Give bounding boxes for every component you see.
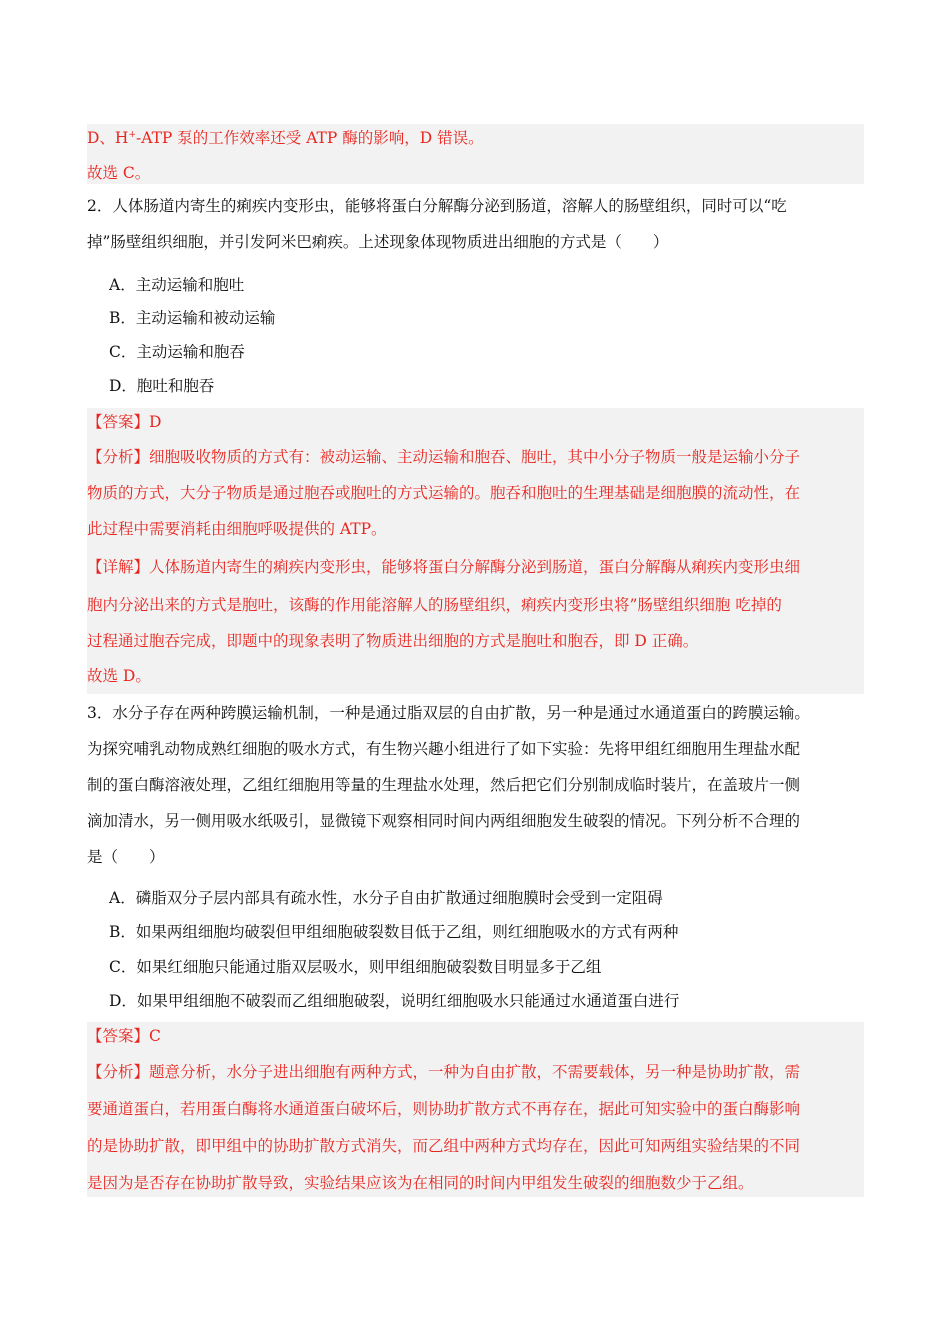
q2-stem-line: 2．人体肠道内寄生的痢疾内变形虫，能够将蛋白分解酶分泌到肠道，溶解人的肠壁组织，同时可以“吃	[87, 197, 787, 215]
q2-option-a: A．主动运输和胞吐	[109, 276, 245, 294]
q3-stem-line: 是（ ）	[87, 848, 165, 866]
q3-stem-line: 为探究哺乳动物成熟红细胞的吸水方式，有生物兴趣小组进行了如下实验：先将甲组红细胞用生理盐水配	[87, 740, 801, 758]
q2-answer: 【答案】D	[87, 413, 162, 431]
q3-option-a: A．磷脂双分子层内部具有疏水性，水分子自由扩散通过细胞膜时会受到一定阻碍	[109, 889, 663, 907]
q2-options	[87, 266, 864, 406]
q3-option-d: D．如果甲组细胞不破裂而乙组细胞破裂，说明红细胞吸水只能通过水通道蛋白进行	[109, 992, 680, 1010]
q3-solution-block	[87, 1022, 864, 1197]
q3-options	[87, 883, 864, 1018]
q2-option-c: C．主动运输和胞吞	[109, 343, 245, 361]
q2-conclusion: 故选 D。	[87, 667, 151, 685]
q3-stem-line: 制的蛋白酶溶液处理，乙组红细胞用等量的生理盐水处理，然后把它们分别制成临时装片，在盖玻片一侧	[87, 776, 801, 794]
q2-analysis-line: 此过程中需要消耗由细胞呼吸提供的 ATP。	[87, 520, 387, 538]
q2-solution-block	[87, 408, 864, 694]
q2-analysis-line: 【分析】细胞吸收物质的方式有：被动运输、主动运输和胞吞、胞吐，其中小分子物质一般是运输小分子	[87, 448, 801, 466]
q3-analysis-line: 是因为是否存在协助扩散导致，实验结果应该为在相同的时间内甲组发生破裂的细胞数少于乙组。	[87, 1174, 754, 1192]
q3-analysis-line: 的是协助扩散，即甲组中的协助扩散方式消失，而乙组中两种方式均存在，因此可知两组实验结果的不同	[87, 1137, 801, 1155]
q3-answer: 【答案】C	[87, 1027, 161, 1045]
q3-stem	[87, 702, 864, 882]
q3-stem-line: 滴加清水，另一侧用吸水纸吸引，显微镜下观察相同时间内两组细胞发生破裂的情况。下列分析不合理的	[87, 812, 801, 830]
q2-option-d: D．胞吐和胞吞	[109, 377, 215, 395]
prev-option-d-text: D、H+-ATP 泵的工作效率还受 ATP 酶的影响，D 错误。	[87, 129, 484, 147]
q2-detail-line: 胞内分泌出来的方式是胞吐，该酶的作用能溶解人的肠壁组织，痢疾内变形虫将”肠壁组织细胞 吃掉的	[87, 596, 782, 614]
q2-detail-line: 【详解】人体肠道内寄生的痢疾内变形虫，能够将蛋白分解酶分泌到肠道，蛋白分解酶从痢疾内变形虫细	[87, 558, 801, 576]
q2-option-b: B．主动运输和被动运输	[109, 309, 276, 327]
q2-stem-line: 掉”肠壁组织细胞，并引发阿米巴痢疾。上述现象体现物质进出细胞的方式是（ ）	[87, 233, 669, 251]
q2-stem	[87, 195, 864, 265]
q3-analysis-line: 【分析】题意分析，水分子进出细胞有两种方式，一种为自由扩散，不需要载体，另一种是协助扩散，需	[87, 1063, 801, 1081]
q3-option-c: C．如果红细胞只能通过脂双层吸水，则甲组细胞破裂数目明显多于乙组	[109, 958, 602, 976]
q3-analysis-line: 要通道蛋白，若用蛋白酶将水通道蛋白破坏后，则协助扩散方式不再存在，据此可知实验中的蛋白酶影响	[87, 1100, 801, 1118]
prev-explanation-block	[87, 124, 864, 184]
q2-analysis-line: 物质的方式，大分子物质是通过胞吞或胞吐的方式运输的。胞吞和胞吐的生理基础是细胞膜的流动性，在	[87, 484, 801, 502]
prev-conclusion: 故选 C。	[87, 164, 151, 182]
q2-detail-line: 过程通过胞吞完成，即题中的现象表明了物质进出细胞的方式是胞吐和胞吞，即 D 正确。	[87, 632, 699, 650]
q3-stem-line: 3．水分子存在两种跨膜运输机制，一种是通过脂双层的自由扩散，另一种是通过水通道蛋白的跨膜运输。	[87, 704, 810, 722]
q3-option-b: B．如果两组细胞均破裂但甲组细胞破裂数目低于乙组，则红细胞吸水的方式有两种	[109, 923, 679, 941]
